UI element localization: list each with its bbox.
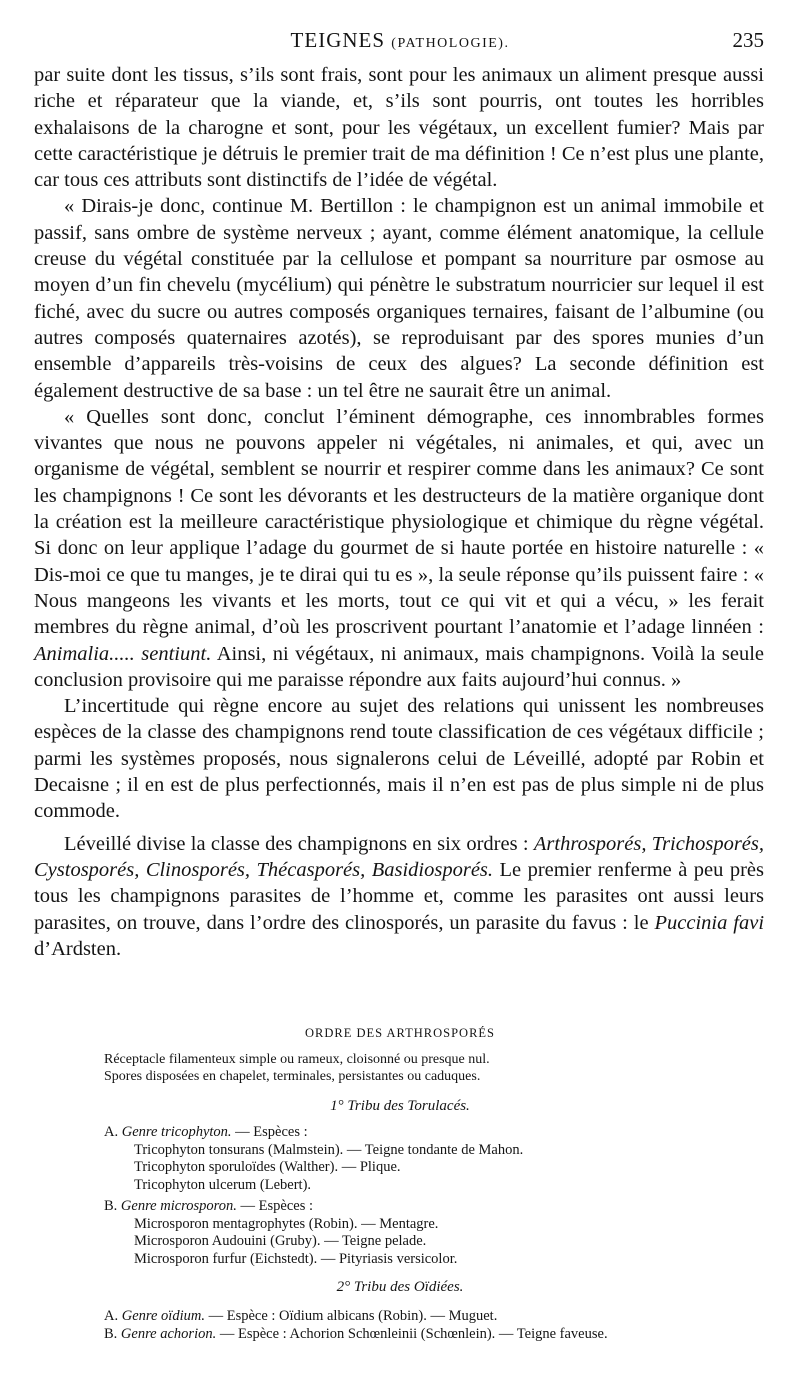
genus-block	[104, 1308, 744, 1343]
genus-letter: B.	[104, 1198, 118, 1214]
species-line: Tricophyton ulcerum (Lebert).	[134, 1176, 312, 1193]
species-line: Tricophyton sporuloïdes (Walther). — Plique.	[134, 1159, 401, 1175]
genus-block	[104, 1198, 744, 1268]
page-number: 235	[732, 28, 764, 52]
genus-line	[104, 1308, 744, 1326]
order-title: ORDRE DES ARTHROSPORÉS	[304, 1026, 496, 1040]
genus-line	[104, 1198, 744, 1216]
genus-line	[104, 1124, 744, 1142]
order-description	[104, 1051, 684, 1085]
header-title: TEIGNES	[290, 28, 386, 52]
paragraph: « Dirais-je donc, continue M. Bertillon : le champignon est un animal immobile et passif, sans ombre de système nerveux ; ayant, comme élément anatomique, la cellule creuse du végétal constituée par la cellulose et pompant sa nourriture par osmose au moyen d’un fin chevelu (mycélium) qui pénètre le substratum nourricier sur lequel il est fiché, avec du sucre ou autres composés organiques ternaires, faisant de l’albumine (ou autres composés quaternaires azotés), se reproduisant par des spores munies d’un ensemble d’appareils très-voisins de ceux des algues? La seconde définition est également destructive de sa base : un tel être ne saurait être un animal.	[34, 195, 764, 402]
paragraph-text: d’Ardsten.	[34, 937, 122, 960]
genus-name: Genre microsporon.	[120, 1198, 237, 1214]
body-text	[34, 62, 764, 962]
paragraph-text: Léveillé divise la classe des champignons en six ordres :	[64, 832, 529, 855]
species-line: Microsporon furfur (Eichstedt). — Pityriasis versicolor.	[134, 1250, 458, 1267]
genus-rest: — Espèce : Oïdium albicans (Robin). — Muguet.	[208, 1308, 498, 1324]
latin-quote: Animalia..... sentiunt.	[34, 642, 212, 665]
genus-letter: A.	[104, 1308, 119, 1324]
paragraph	[34, 404, 764, 693]
tribe-heading: 2° Tribu des Oïdiées.	[336, 1279, 464, 1295]
paragraph: L’incertitude qui règne encore au sujet des relations qui unissent les nombreuses espèces de la classe des champignons rend toute classification de ces végétaux difficile ; parmi les systèmes proposés, nous signalerons celui de Léveillé, adopté par Robin et Decaisne ; il en est de plus perfectionnés, mais il n’en est pas de plus simple ni de plus commode.	[34, 695, 764, 823]
header-subtitle: (PATHOLOGIE).	[391, 36, 510, 51]
species-line: Tricophyton tonsurans (Malmstein). — Teigne tondante de Mahon.	[134, 1141, 524, 1158]
species-line: Microsporon Audouini (Gruby). — Teigne pelade.	[134, 1233, 427, 1249]
running-header	[36, 28, 764, 58]
paragraph-text: Le premier renferme à peu près tous les champignons parasites de l’homme et, comme les parasites ont aussi leurs parasites, on trouve, dans l’ordre des clinosporés, un parasite du favus : le	[34, 858, 765, 934]
paragraph: par suite dont les tissus, s’ils sont frais, sont pour les animaux un aliment presque aussi riche et réparateur que la viande, et, s’ils sont pourris, ont toutes les horribles exhalaisons de la charogne et sont, pour les végétaux, un excellent fumier? Mais par cette caractéristique je détruis le premier trait de ma définition ! Ce n’est plus une plante, car tous ces attributs sont distinctifs de l’idée de végétal.	[34, 64, 764, 192]
genus-name: Genre oïdium.	[121, 1308, 205, 1324]
description-line: Réceptacle filamenteux simple ou rameux, cloisonné ou presque nul.	[104, 1052, 490, 1067]
species-name: Puccinia favi	[654, 911, 765, 934]
tribe-heading: 1° Tribu des Torulacés.	[330, 1098, 470, 1114]
genus-line	[104, 1326, 744, 1344]
paragraph-text: Ainsi, ni végétaux, ni animaux, mais champignons. Voilà la seule conclusion provisoire qui me paraisse répondre aux faits aujourd’hui connus. »	[34, 642, 765, 691]
genus-letter: A.	[104, 1124, 119, 1140]
genus-rest: — Espèce : Achorion Schœnleinii (Schœnlein). — Teigne faveuse.	[219, 1325, 608, 1342]
description-line: Spores disposées en chapelet, terminales, persistantes ou caduques.	[104, 1069, 481, 1084]
genus-label: — Espèces :	[235, 1124, 308, 1140]
genus-label: — Espèces :	[240, 1198, 314, 1214]
genus-name: Genre tricophyton.	[121, 1124, 232, 1140]
species-line: Microsporon mentagrophytes (Robin). — Mentagre.	[134, 1215, 439, 1232]
running-title	[36, 28, 764, 53]
orders-list: Arthrosporés, Trichosporés, Cystosporés, Clinosporés, Thécasporés, Basidiosporés.	[34, 832, 764, 881]
paragraph-text: « Quelles sont donc, conclut l’éminent démographe, ces innombrables formes vivantes que nous ne pouvons appeler ni végétales, ni animales, et qui, avec un organisme de végétal, semblent se nourrir et respirer comme dans les animaux? Ce sont les champignons ! Ce sont les dévorants et les destructeurs de la matière organique dont la création est la meilleure caractéristique physiologique et chimique du règne végétal. Si donc on leur applique l’adage du gourmet de si haute portée en histoire naturelle : « Dis-moi ce que tu manges, je te dirai qui tu es », la seule réponse qu’ils puissent faire : « Nous mangeons les vivants et les morts, tout ce qui vit et qui a vécu, » les ferait membres du règne animal, d’où les proscrivent pourtant l’anatomie et l’adage linnéen :	[34, 405, 764, 639]
genus-name: Genre achorion.	[120, 1325, 217, 1342]
genus-block	[104, 1124, 744, 1194]
paragraph	[34, 831, 764, 962]
genus-letter: B.	[104, 1325, 118, 1342]
